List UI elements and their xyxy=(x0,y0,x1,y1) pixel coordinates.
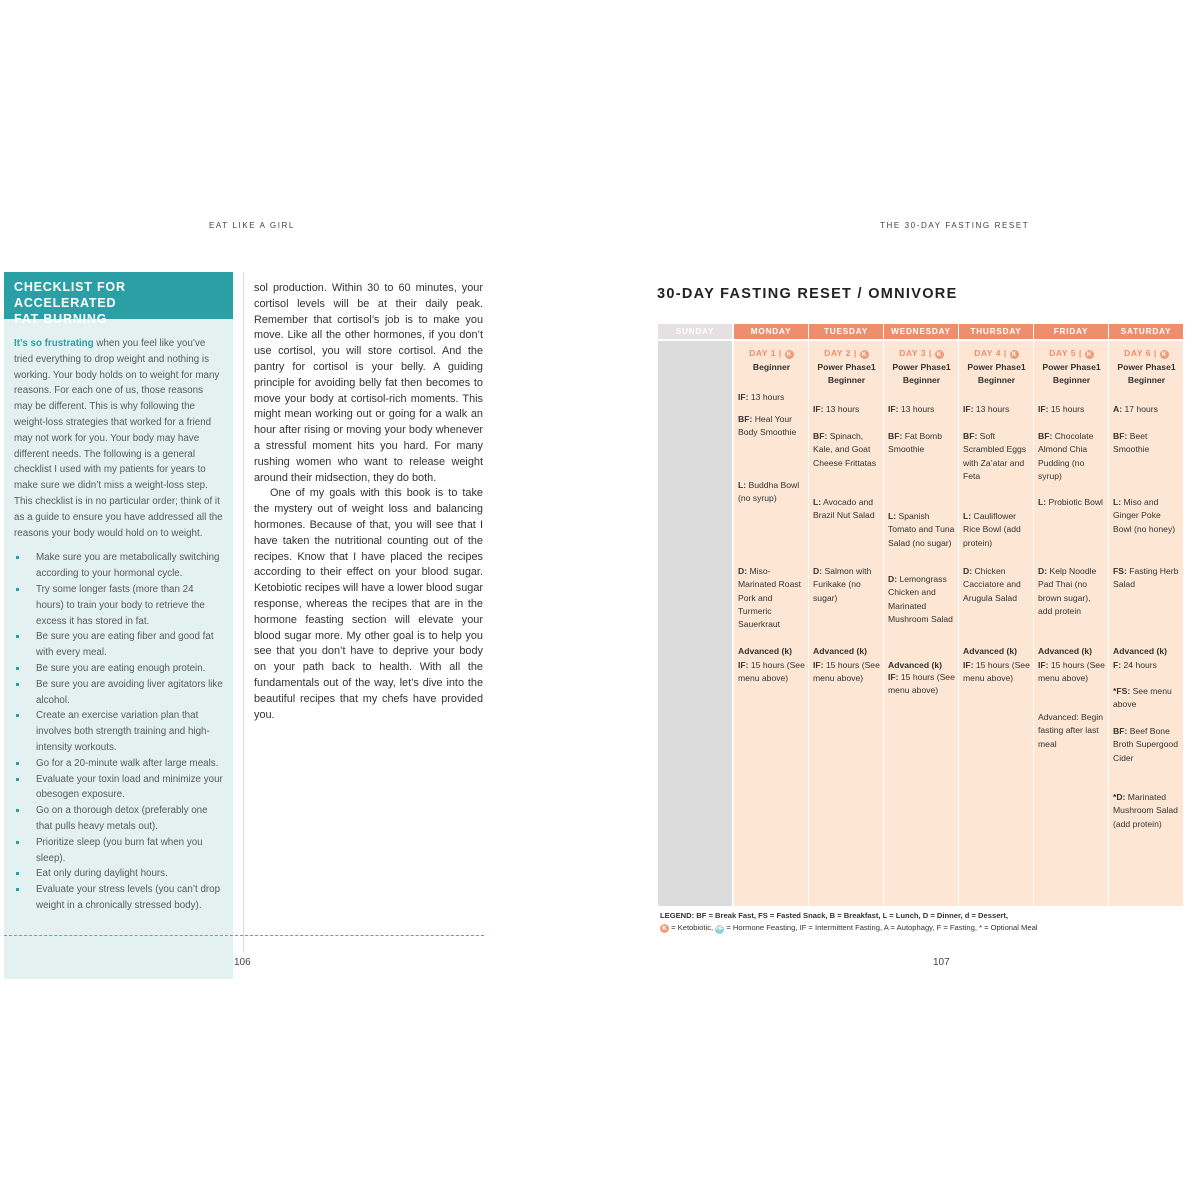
meal-entry xyxy=(1113,685,1180,712)
meal-entry-label: IF: xyxy=(813,660,824,670)
meal-entry xyxy=(1038,496,1105,509)
day-header: SATURDAY xyxy=(1109,324,1183,339)
meal-entry xyxy=(813,645,880,658)
checklist-item-text: Go for a 20-minute walk after large meals. xyxy=(36,757,219,769)
day-cell xyxy=(1109,341,1183,906)
day-number xyxy=(963,347,1030,360)
day-number-text: DAY 4 | xyxy=(974,348,1007,358)
meal-entry xyxy=(813,430,880,470)
day-header: FRIDAY xyxy=(1034,324,1108,339)
bullet-square-icon xyxy=(16,809,19,812)
meal-entry xyxy=(1038,403,1105,416)
sidebar-title xyxy=(14,279,229,327)
meal-entry xyxy=(1038,711,1105,751)
hormone-feasting-icon: HF xyxy=(716,926,724,932)
day-cell xyxy=(734,341,808,906)
checklist-item xyxy=(14,708,223,755)
day-column-saturday xyxy=(1109,324,1183,906)
checklist-item xyxy=(14,677,223,709)
checklist-item-text: Try some longer fasts (more than 24 hours) to train your body to retrieve the excess it has stored in fat. xyxy=(36,583,205,627)
meal-entry-label: IF: xyxy=(738,392,749,402)
meal-entry xyxy=(888,430,955,457)
bullet-square-icon xyxy=(16,588,19,591)
meal-entry-label: *D: xyxy=(1113,792,1126,802)
phase-label: Beginner xyxy=(752,362,791,372)
meal-entry-label: Advanced (k) xyxy=(813,646,867,656)
bullet-square-icon xyxy=(16,778,19,781)
meal-entry-label: L: xyxy=(1038,497,1047,507)
meal-entry-text: 15 hours (See menu above) xyxy=(738,660,805,684)
meal-entry xyxy=(888,671,955,698)
day-header: WEDNESDAY xyxy=(884,324,958,339)
bullet-square-icon xyxy=(16,635,19,638)
day-column-wednesday xyxy=(884,324,958,906)
meal-entry xyxy=(963,510,1030,550)
meal-entry-text: See menu above xyxy=(1113,686,1172,710)
day-number xyxy=(1038,347,1105,360)
meal-entry-label: Advanced (k) xyxy=(888,660,942,670)
bullet-square-icon xyxy=(16,762,19,765)
day-header: SUNDAY xyxy=(658,324,732,339)
meal-entry xyxy=(963,565,1030,605)
meal-entry xyxy=(963,403,1030,416)
meal-entry xyxy=(1113,565,1180,592)
meal-entry-text: 15 hours (See menu above) xyxy=(813,660,880,684)
meal-entry xyxy=(1038,659,1105,686)
sidebar-intro-lead: It’s so frustrating xyxy=(14,338,94,349)
sidebar-intro xyxy=(14,336,223,541)
checklist-item-text: Eat only during daylight hours. xyxy=(36,868,168,880)
meal-entry xyxy=(813,496,880,523)
meal-entry-text: Chocolate Almond Chia Pudding (no syrup) xyxy=(1038,431,1094,481)
checklist-item xyxy=(14,803,223,835)
meal-entry-text: Advanced: Begin fasting after last meal xyxy=(1038,712,1103,749)
ketobiotic-icon: K xyxy=(1011,351,1017,358)
meal-entry xyxy=(963,430,1030,483)
meal-entry-text: Salmon with Furikake (no sugar) xyxy=(813,566,872,603)
meal-entry-label: D: xyxy=(963,566,973,576)
meal-entry xyxy=(738,391,805,404)
meal-entry xyxy=(1038,645,1105,658)
meal-entry-label: IF: xyxy=(888,672,899,682)
meal-entry-label: BF: xyxy=(1113,431,1128,441)
meal-entry-label: IF: xyxy=(963,404,974,414)
checklist-item-text: Go on a thorough detox (preferably one that pulls heavy metals out). xyxy=(36,805,208,832)
meal-entry-label: Advanced (k) xyxy=(1113,646,1167,656)
phase-label: Power Phase1 Beginner xyxy=(1117,362,1176,386)
meal-entry-label: IF: xyxy=(813,404,824,414)
checklist-item-text: Prioritize sleep (you burn fat when you sleep). xyxy=(36,836,203,864)
checklist-item-text: Be sure you are eating fiber and good fat with every meal. xyxy=(36,631,214,659)
body-text-column xyxy=(254,281,483,723)
meal-entry-label: IF: xyxy=(1038,660,1049,670)
page-number-left: 106 xyxy=(234,957,251,968)
meal-entry-text: Lemongrass Chicken and Marinated Mushroom Salad xyxy=(888,574,953,624)
phase-label: Power Phase1 Beginner xyxy=(967,362,1026,386)
meal-entry-label: L: xyxy=(963,511,972,521)
checklist-item-text: Evaluate your toxin load and minimize your obesogen exposure. xyxy=(36,773,223,801)
meal-entry-text: Marinated Mushroom Salad (add protein) xyxy=(1113,792,1178,829)
day-number xyxy=(738,347,805,360)
body-paragraph: sol production. Within 30 to 60 minutes, your cortisol levels will be at their daily peak. Remember that cortisol’s job is to make you move. Like all the other hormones, if you don’t use cortisol, you will store cortisol. And the pantry for cortisol is your belly. A guiding principle for avoiding belly fat then becomes to move your body at cortisol-rich moments. This might mean working out or going for a walk an hour after rising or moving your body whenever a stressful moment hits you hard. For many rushing women who want to release weight around their midsection, they do both. xyxy=(254,282,483,484)
checklist-sidebar xyxy=(4,272,233,979)
meal-entry xyxy=(813,565,880,605)
meal-entry xyxy=(1113,659,1180,672)
meal-entry xyxy=(888,403,955,416)
day-number xyxy=(813,347,880,360)
day-number-text: DAY 5 | xyxy=(1049,348,1082,358)
meal-entry xyxy=(738,645,805,658)
legend-k-text: = Ketobiotic, xyxy=(669,923,716,932)
day-header: MONDAY xyxy=(734,324,808,339)
meal-entry xyxy=(1113,496,1180,536)
day-cell xyxy=(959,341,1033,906)
meal-entry xyxy=(888,573,955,626)
meal-entry-text: Chicken Cacciatore and Arugula Salad xyxy=(963,566,1021,603)
meal-entry xyxy=(738,413,805,440)
meal-entry-text: 13 hours xyxy=(823,404,860,414)
sidebar-intro-text: when you feel like you’ve tried everything to drop weight and nothing is working. Your body holds on to weight for many reasons. For each one of us, those reasons may be different. This is why following the weight-loss strategies that worked for a friend may not work for you. Your body may have different needs. The following is a general checklist I used with my patients for years to make sure we didn’t miss a weight-loss step. This checklist is in no particular order; think of it as a guide to ensure you have addressed all the reasons your body would hold on to weight. xyxy=(14,338,223,539)
ketobiotic-icon: K xyxy=(786,351,792,358)
running-head-left: EAT LIKE A GIRL xyxy=(209,221,295,230)
meal-entry-label: F: xyxy=(1113,660,1122,670)
meal-entry xyxy=(1113,645,1180,658)
meal-entry-text: Avocado and Brazil Nut Salad xyxy=(813,497,875,521)
legend-line1: LEGEND: BF = Break Fast, FS = Fasted Snack, B = Breakfast, L = Lunch, D = Dinner, d = Dessert, xyxy=(660,911,1009,920)
bullet-square-icon xyxy=(16,683,19,686)
bullet-square-icon xyxy=(16,667,19,670)
day-cell xyxy=(658,341,732,906)
meal-entry-label: A: xyxy=(1113,404,1123,414)
meal-entry-text: Cauliflower Rice Bowl (add protein) xyxy=(963,511,1021,548)
meal-entry-label: BF: xyxy=(1113,726,1128,736)
meal-entry-label: BF: xyxy=(738,414,753,424)
day-header: THURSDAY xyxy=(959,324,1033,339)
checklist-item xyxy=(14,866,223,882)
day-number-text: DAY 3 | xyxy=(899,348,932,358)
meal-entry xyxy=(813,659,880,686)
legend-line2 xyxy=(660,922,1180,934)
meal-entry-text: Spinach, Kale, and Goat Cheese Frittatas xyxy=(813,431,877,468)
meal-entry-label: IF: xyxy=(1038,404,1049,414)
day-number-text: DAY 6 | xyxy=(1124,348,1157,358)
chart-title: 30-DAY FASTING RESET / OMNIVORE xyxy=(657,286,958,302)
bullet-square-icon xyxy=(16,872,19,875)
day-content xyxy=(813,341,880,906)
meal-entry-label: L: xyxy=(1113,497,1122,507)
checklist-item xyxy=(14,772,223,804)
checklist-item-text: Be sure you are eating enough protein. xyxy=(36,662,206,674)
bullet-square-icon xyxy=(16,841,19,844)
meal-entry-label: FS: xyxy=(1113,566,1127,576)
sidebar-title-line2: FAT BURNING xyxy=(14,312,108,326)
ketobiotic-icon: K xyxy=(861,351,867,358)
checklist-item xyxy=(14,756,223,772)
checklist-item xyxy=(14,661,223,677)
meal-entry-text: Beet Smoothie xyxy=(1113,431,1150,455)
day-cell xyxy=(884,341,958,906)
day-number xyxy=(1113,347,1180,360)
meal-entry-label: IF: xyxy=(963,660,974,670)
meal-entry-text: 13 hours xyxy=(898,404,935,414)
day-content xyxy=(888,341,955,906)
meal-entry xyxy=(738,479,805,506)
meal-entry-label: BF: xyxy=(813,431,828,441)
legend xyxy=(660,910,1180,934)
phase-label: Power Phase1 Beginner xyxy=(817,362,876,386)
day-column-friday xyxy=(1034,324,1108,906)
bullet-square-icon xyxy=(16,714,19,717)
meal-entry-label: IF: xyxy=(738,660,749,670)
ketobiotic-icon: K xyxy=(1086,351,1092,358)
ketobiotic-icon: K xyxy=(660,924,669,933)
day-number xyxy=(888,347,955,360)
day-content xyxy=(963,341,1030,906)
body-paragraph: One of my goals with this book is to take the mystery out of weight loss and balancing hormones. Because of that, you will see that I have taken the nutritional counting out of the recipes. Know that I have placed the recipes according to their effect on your blood sugar. Ketobiotic recipes will have a lower blood sugar response, whereas the recipes that are in the hormone feasting section will elevate your blood sugar more. My other goal is to help you see that you don’t have to deprive your body on your path back to health. With all the fundamentals out of the way, let’s dive into the beautiful recipes that my chefs have provided you. xyxy=(254,487,483,721)
meal-entry-text: Spanish Tomato and Tuna Salad (no sugar) xyxy=(888,511,955,548)
meal-entry-label: L: xyxy=(813,497,822,507)
meal-entry-label: L: xyxy=(888,511,897,521)
meal-entry-label: D: xyxy=(1038,566,1048,576)
checklist-item xyxy=(14,629,223,661)
bullet-square-icon xyxy=(16,888,19,891)
meal-entry-text: Kelp Noodle Pad Thai (no brown sugar), add protein xyxy=(1038,566,1097,616)
meal-entry xyxy=(813,403,880,416)
meal-entry-text: Miso and Ginger Poke Bowl (no honey) xyxy=(1113,497,1176,534)
day-column-tuesday xyxy=(809,324,883,906)
page-number-right: 107 xyxy=(933,957,950,968)
meal-entry-text: Heal Your Body Smoothie xyxy=(738,414,797,438)
meal-entry-text: Buddha Bowl (no syrup) xyxy=(738,480,800,504)
day-header: TUESDAY xyxy=(809,324,883,339)
day-cell xyxy=(809,341,883,906)
day-number-text: DAY 1 | xyxy=(749,348,782,358)
meal-entry-text: 13 hours xyxy=(748,392,785,402)
meal-entry-text: Fasting Herb Salad xyxy=(1113,566,1179,590)
day-column-sunday xyxy=(658,324,732,906)
legend-hf-text: = Hormone Feasting, IF = Intermittent Fasting, A = Autophagy, F = Fasting, * = Optional Meal xyxy=(724,923,1038,932)
meal-entry-label: Advanced (k) xyxy=(1038,646,1092,656)
meal-entry-text: 15 hours (See menu above) xyxy=(963,660,1030,684)
meal-entry xyxy=(1113,430,1180,457)
meal-entry-label: D: xyxy=(813,566,823,576)
meal-entry xyxy=(1113,403,1180,416)
meal-entry xyxy=(738,565,805,631)
checklist-item-text: Make sure you are metabolically switching according to your hormonal cycle. xyxy=(36,552,220,580)
meal-entry xyxy=(738,659,805,686)
meal-entry-text: 15 hours xyxy=(1048,404,1085,414)
meal-entry-text: Fat Bomb Smoothie xyxy=(888,431,942,455)
running-head-right: THE 30-DAY FASTING RESET xyxy=(880,221,1030,230)
day-content xyxy=(1113,341,1180,906)
meal-entry-label: BF: xyxy=(963,431,978,441)
meal-entry xyxy=(963,645,1030,658)
day-content xyxy=(1038,341,1105,906)
sidebar-title-line1: CHECKLIST FOR ACCELERATED xyxy=(14,280,126,310)
day-column-monday xyxy=(734,324,808,906)
meal-entry-text: Miso-Marinated Roast Pork and Turmeric Sauerkraut xyxy=(738,566,802,630)
checklist-item xyxy=(14,882,223,914)
meal-entry-text: 17 hours xyxy=(1122,404,1158,414)
phase-label: Power Phase1 Beginner xyxy=(892,362,951,386)
phase-label: Power Phase1 Beginner xyxy=(1042,362,1101,386)
meal-entry-label: BF: xyxy=(1038,431,1053,441)
ketobiotic-icon: K xyxy=(1161,351,1167,358)
meal-entry xyxy=(1038,430,1105,483)
checklist-item-text: Evaluate your stress levels (you can’t drop weight in a chronically stressed body). xyxy=(36,884,221,911)
sidebar-body xyxy=(14,336,223,914)
meal-entry-label: Advanced (k) xyxy=(738,646,792,656)
meal-entry-label: D: xyxy=(888,574,898,584)
meal-entry-label: BF: xyxy=(888,431,903,441)
checklist xyxy=(14,550,223,913)
checklist-item xyxy=(14,582,223,629)
column-divider xyxy=(243,272,244,952)
meal-entry xyxy=(1038,565,1105,618)
meal-entry xyxy=(888,510,955,550)
sidebar-header xyxy=(4,272,233,326)
meal-entry-text: 15 hours (See menu above) xyxy=(888,672,955,696)
bullet-square-icon xyxy=(16,556,19,559)
day-content xyxy=(738,341,805,906)
meal-entry-text: Soft Scrambled Eggs with Za’atar and Feta xyxy=(963,431,1027,481)
meal-entry xyxy=(963,659,1030,686)
meal-entry-label: *FS: xyxy=(1113,686,1131,696)
meal-entry-text: Probiotic Bowl xyxy=(1046,497,1103,507)
day-cell xyxy=(1034,341,1108,906)
meal-plan-grid xyxy=(658,324,1184,906)
meal-entry-label: Advanced (k) xyxy=(963,646,1017,656)
day-number-text: DAY 2 | xyxy=(824,348,857,358)
meal-entry xyxy=(1113,791,1180,831)
meal-entry-text: 24 hours xyxy=(1121,660,1157,670)
checklist-item-text: Be sure you are avoiding liver agitators like alcohol. xyxy=(36,678,223,706)
ketobiotic-icon: K xyxy=(936,351,942,358)
checklist-item-text: Create an exercise variation plan that involves both strength training and high-intensity workouts. xyxy=(36,710,210,753)
meal-entry-label: IF: xyxy=(888,404,899,414)
meal-entry-label: L: xyxy=(738,480,747,490)
meal-entry-text: 15 hours (See menu above) xyxy=(1038,660,1105,684)
meal-entry-label: D: xyxy=(738,566,748,576)
checklist-item xyxy=(14,835,223,867)
day-column-thursday xyxy=(959,324,1033,906)
checklist-item xyxy=(14,550,223,582)
meal-entry xyxy=(1113,725,1180,765)
meal-entry-text: 13 hours xyxy=(973,404,1010,414)
page-fold-line xyxy=(4,935,484,936)
meal-entry-text: Beef Bone Broth Supergood Cider xyxy=(1113,726,1178,763)
